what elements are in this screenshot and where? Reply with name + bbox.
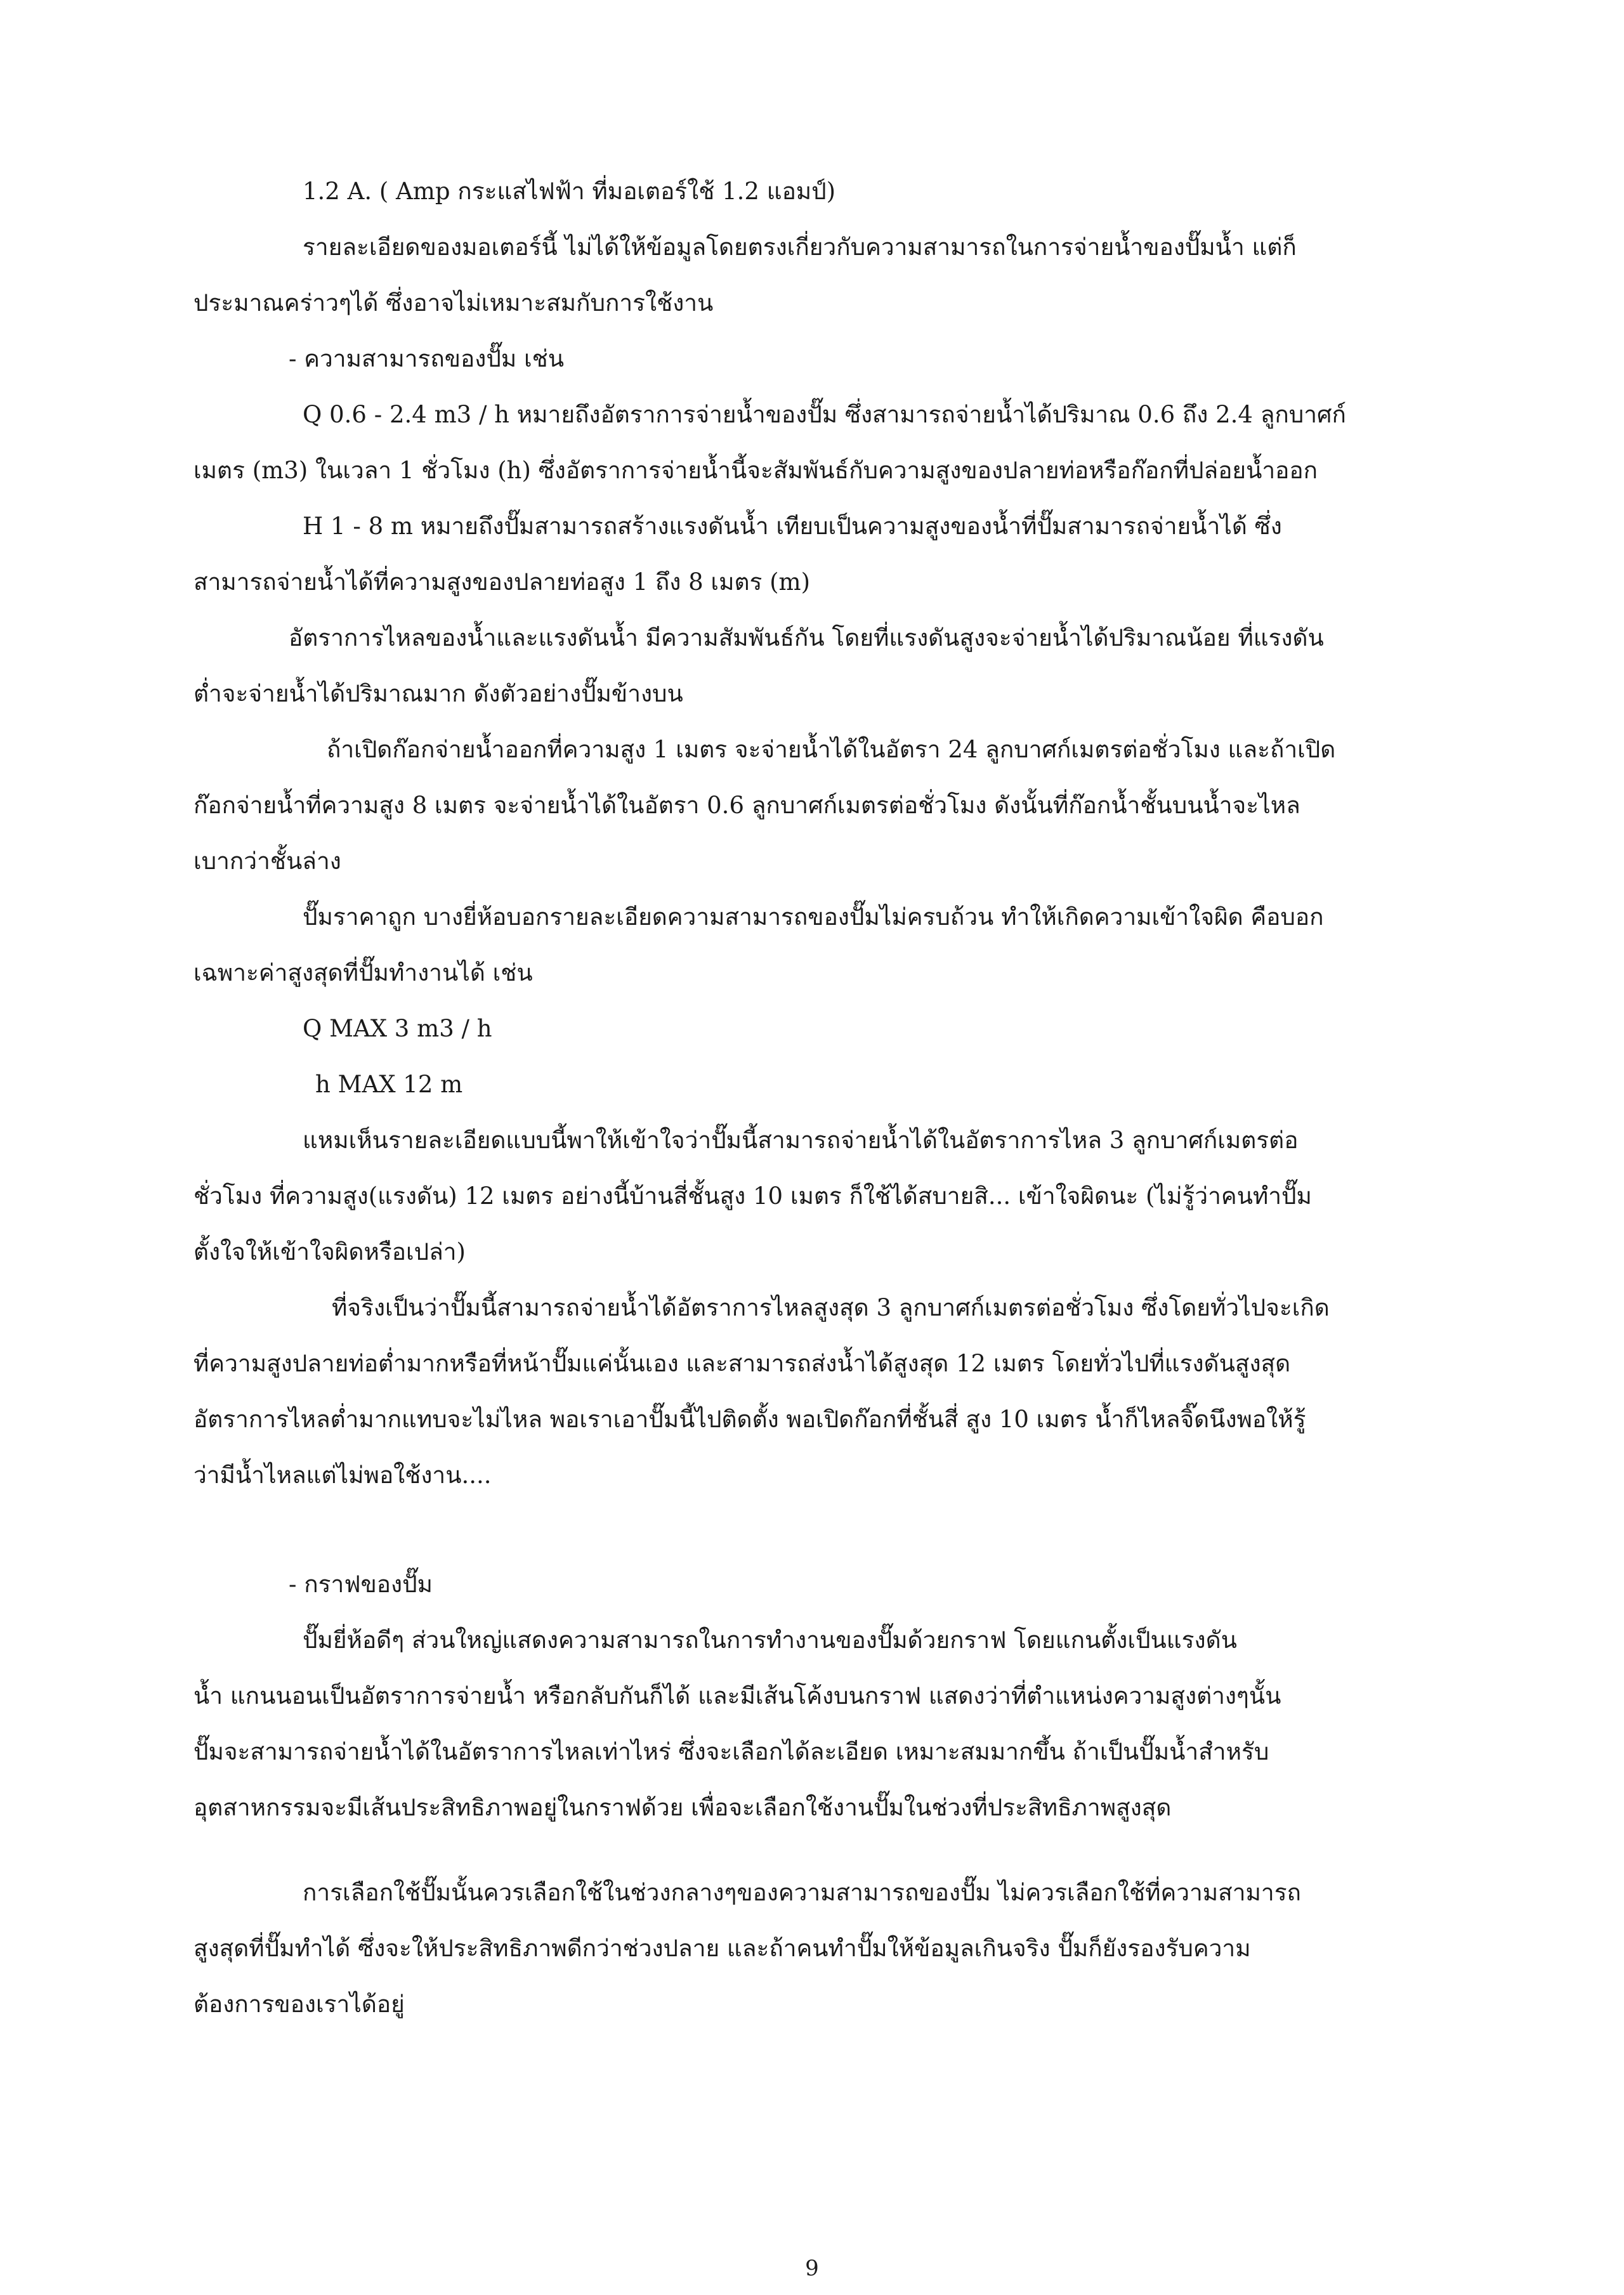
paragraph-line: อัตราการไหลของน้ำและแรงดันน้ำ มีความสัมพันธ์กัน โดยที่แรงดันสูงจะจ่ายน้ำได้ปริมาณน้อย ที่แรงดัน [289,624,1324,651]
paragraph-line: เฉพาะค่าสูงสุดที่ปั๊มทำงานได้ เช่น [193,959,533,986]
paragraph-line: รายละเอียดของมอเตอร์นี้ ไม่ได้ให้ข้อมูลโดยตรงเกี่ยวกับความสามารถในการจ่ายน้ำของปั๊มน้ำ แต่ก็ [303,233,1297,261]
paragraph-line: สูงสุดที่ปั๊มทำได้ ซึ่งจะให้ประสิทธิภาพดีกว่าช่วงปลาย และถ้าคนทำปั๊มให้ข้อมูลเกินจริง ปั๊มก็ยังรองรับความ [193,1935,1251,1962]
page-number: 9 [805,2256,819,2281]
paragraph-line: ชั่วโมง ที่ความสูง(แรงดัน) 12 เมตร อย่างนี้บ้านสี่ชั้นสูง 10 เมตร ก็ใช้ได้สบายสิ... เข้าใจผิดนะ (ไม่รู้ว่าคนทำปั๊ม [193,1182,1312,1210]
paragraph-line: อัตราการไหลต่ำมากแทบจะไม่ไหล พอเราเอาปั๊มนี้ไปติดตั้ง พอเปิดก๊อกที่ชั้นสี่ สูง 10 เมตร น้ำก็ไหลจิ๊ดนึงพอให้รู้ [193,1406,1306,1433]
paragraph-line: ปั๊มราคาถูก บางยี่ห้อบอกรายละเอียดความสามารถของปั๊มไม่ครบถ้วน ทำให้เกิดความเข้าใจผิด คือบอก [303,903,1324,931]
paragraph-line: ถ้าเปิดก๊อกจ่ายน้ำออกที่ความสูง 1 เมตร จะจ่ายน้ำได้ในอัตรา 24 ลูกบาศก์เมตรต่อชั่วโมง และถ้าเปิด [327,736,1336,763]
motor-amp-line: 1.2 A. ( Amp กระแสไฟฟ้า ที่มอเตอร์ใช้ 1.2 แอมป์) [303,178,836,205]
paragraph-line: ต่ำจะจ่ายน้ำได้ปริมาณมาก ดังตัวอย่างปั๊มข้างบน [193,680,683,707]
paragraph-line: ต้องการของเราได้อยู่ [193,1991,405,2018]
spec-q-line: Q 0.6 - 2.4 m3 / h หมายถึงอัตราการจ่ายน้ำของปั๊ม ซึ่งสามารถจ่ายน้ำได้ปริมาณ 0.6 ถึง 2.4 ลูกบาศก์ [303,401,1346,428]
paragraph-line: แหมเห็นรายละเอียดแบบนี้พาให้เข้าใจว่าปั๊มนี้สามารถจ่ายน้ำได้ในอัตราการไหล 3 ลูกบาศก์เมตรต่อ [303,1127,1299,1154]
paragraph-line: น้ำ แกนนอนเป็นอัตราการจ่ายน้ำ หรือกลับกันก็ได้ และมีเส้นโค้งบนกราฟ แสดงว่าที่ตำแหน่งความสูงต่างๆนั้น [193,1682,1281,1710]
paragraph-spacer [193,1503,1507,1557]
paragraph-line: ว่ามีน้ำไหลแต่ไม่พอใช้งาน.... [193,1461,492,1489]
paragraph-line: ที่จริงเป็นว่าปั๊มนี้สามารถจ่ายน้ำได้อัตราการไหลสูงสุด 3 ลูกบาศก์เมตรต่อชั่วโมง ซึ่งโดยทั่วไปจะเกิด [332,1294,1330,1321]
paragraph-line: ตั้งใจให้เข้าใจผิดหรือเปล่า) [193,1238,466,1265]
paragraph-spacer [193,1836,1507,1865]
section-heading-pump-capacity: - ความสามารถของปั๊ม เช่น [289,345,565,372]
paragraph-line: อุตสาหกรรมจะมีเส้นประสิทธิภาพอยู่ในกราฟด้วย เพื่อจะเลือกใช้งานปั๊มในช่วงที่ประสิทธิภาพสูงสุด [193,1794,1172,1821]
paragraph-line: เมตร (m3) ในเวลา 1 ชั่วโมง (h) ซึ่งอัตราการจ่ายน้ำนี้จะสัมพันธ์กับความสูงของปลายท่อหรือก๊อกที่ปล่อยน้ำออก [193,457,1318,484]
paragraph-line: เบากว่าชั้นล่าง [193,847,341,875]
spec-h-max-line: h MAX 12 m [315,1071,463,1098]
paragraph-line: การเลือกใช้ปั๊มนั้นควรเลือกใช้ในช่วงกลางๆของความสามารถของปั๊ม ไม่ควรเลือกใช้ที่ความสามารถ [303,1879,1301,1906]
spec-q-max-line: Q MAX 3 m3 / h [303,1015,492,1042]
paragraph-line: ปั๊มจะสามารถจ่ายน้ำได้ในอัตราการไหลเท่าไหร่ ซึ่งจะเลือกได้ละเอียด เหมาะสมมากขึ้น ถ้าเป็นปั๊มน้ำสำหรับ [193,1738,1269,1765]
section-heading-pump-graph: - กราฟของปั๊ม [289,1571,433,1598]
document-body [193,164,1507,2032]
paragraph-line: ก๊อกจ่ายน้ำที่ความสูง 8 เมตร จะจ่ายน้ำได้ในอัตรา 0.6 ลูกบาศก์เมตรต่อชั่วโมง ดังนั้นที่ก๊อกน้ำชั้นบนน้ำจะไหล [193,792,1300,819]
paragraph-line: ประมาณคร่าวๆได้ ซึ่งอาจไม่เหมาะสมกับการใช้งาน [193,289,714,317]
paragraph-line: สามารถจ่ายน้ำได้ที่ความสูงของปลายท่อสูง 1 ถึง 8 เมตร (m) [193,568,811,596]
paragraph-line: ปั๊มยี่ห้อดีๆ ส่วนใหญ่แสดงความสามารถในการทำงานของปั๊มด้วยกราฟ โดยแกนตั้งเป็นแรงดัน [303,1626,1237,1654]
spec-h-line: H 1 - 8 m หมายถึงปั๊มสามารถสร้างแรงดันน้ำ เทียบเป็นความสูงของน้ำที่ปั๊มสามารถจ่ายน้ำได้ ซึ่ง [303,513,1282,540]
paragraph-line: ที่ความสูงปลายท่อต่ำมากหรือที่หน้าปั๊มแค่นั้นเอง และสามารถส่งน้ำได้สูงสุด 12 เมตร โดยทั่วไปที่แรงดันสูงสุด [193,1350,1291,1377]
